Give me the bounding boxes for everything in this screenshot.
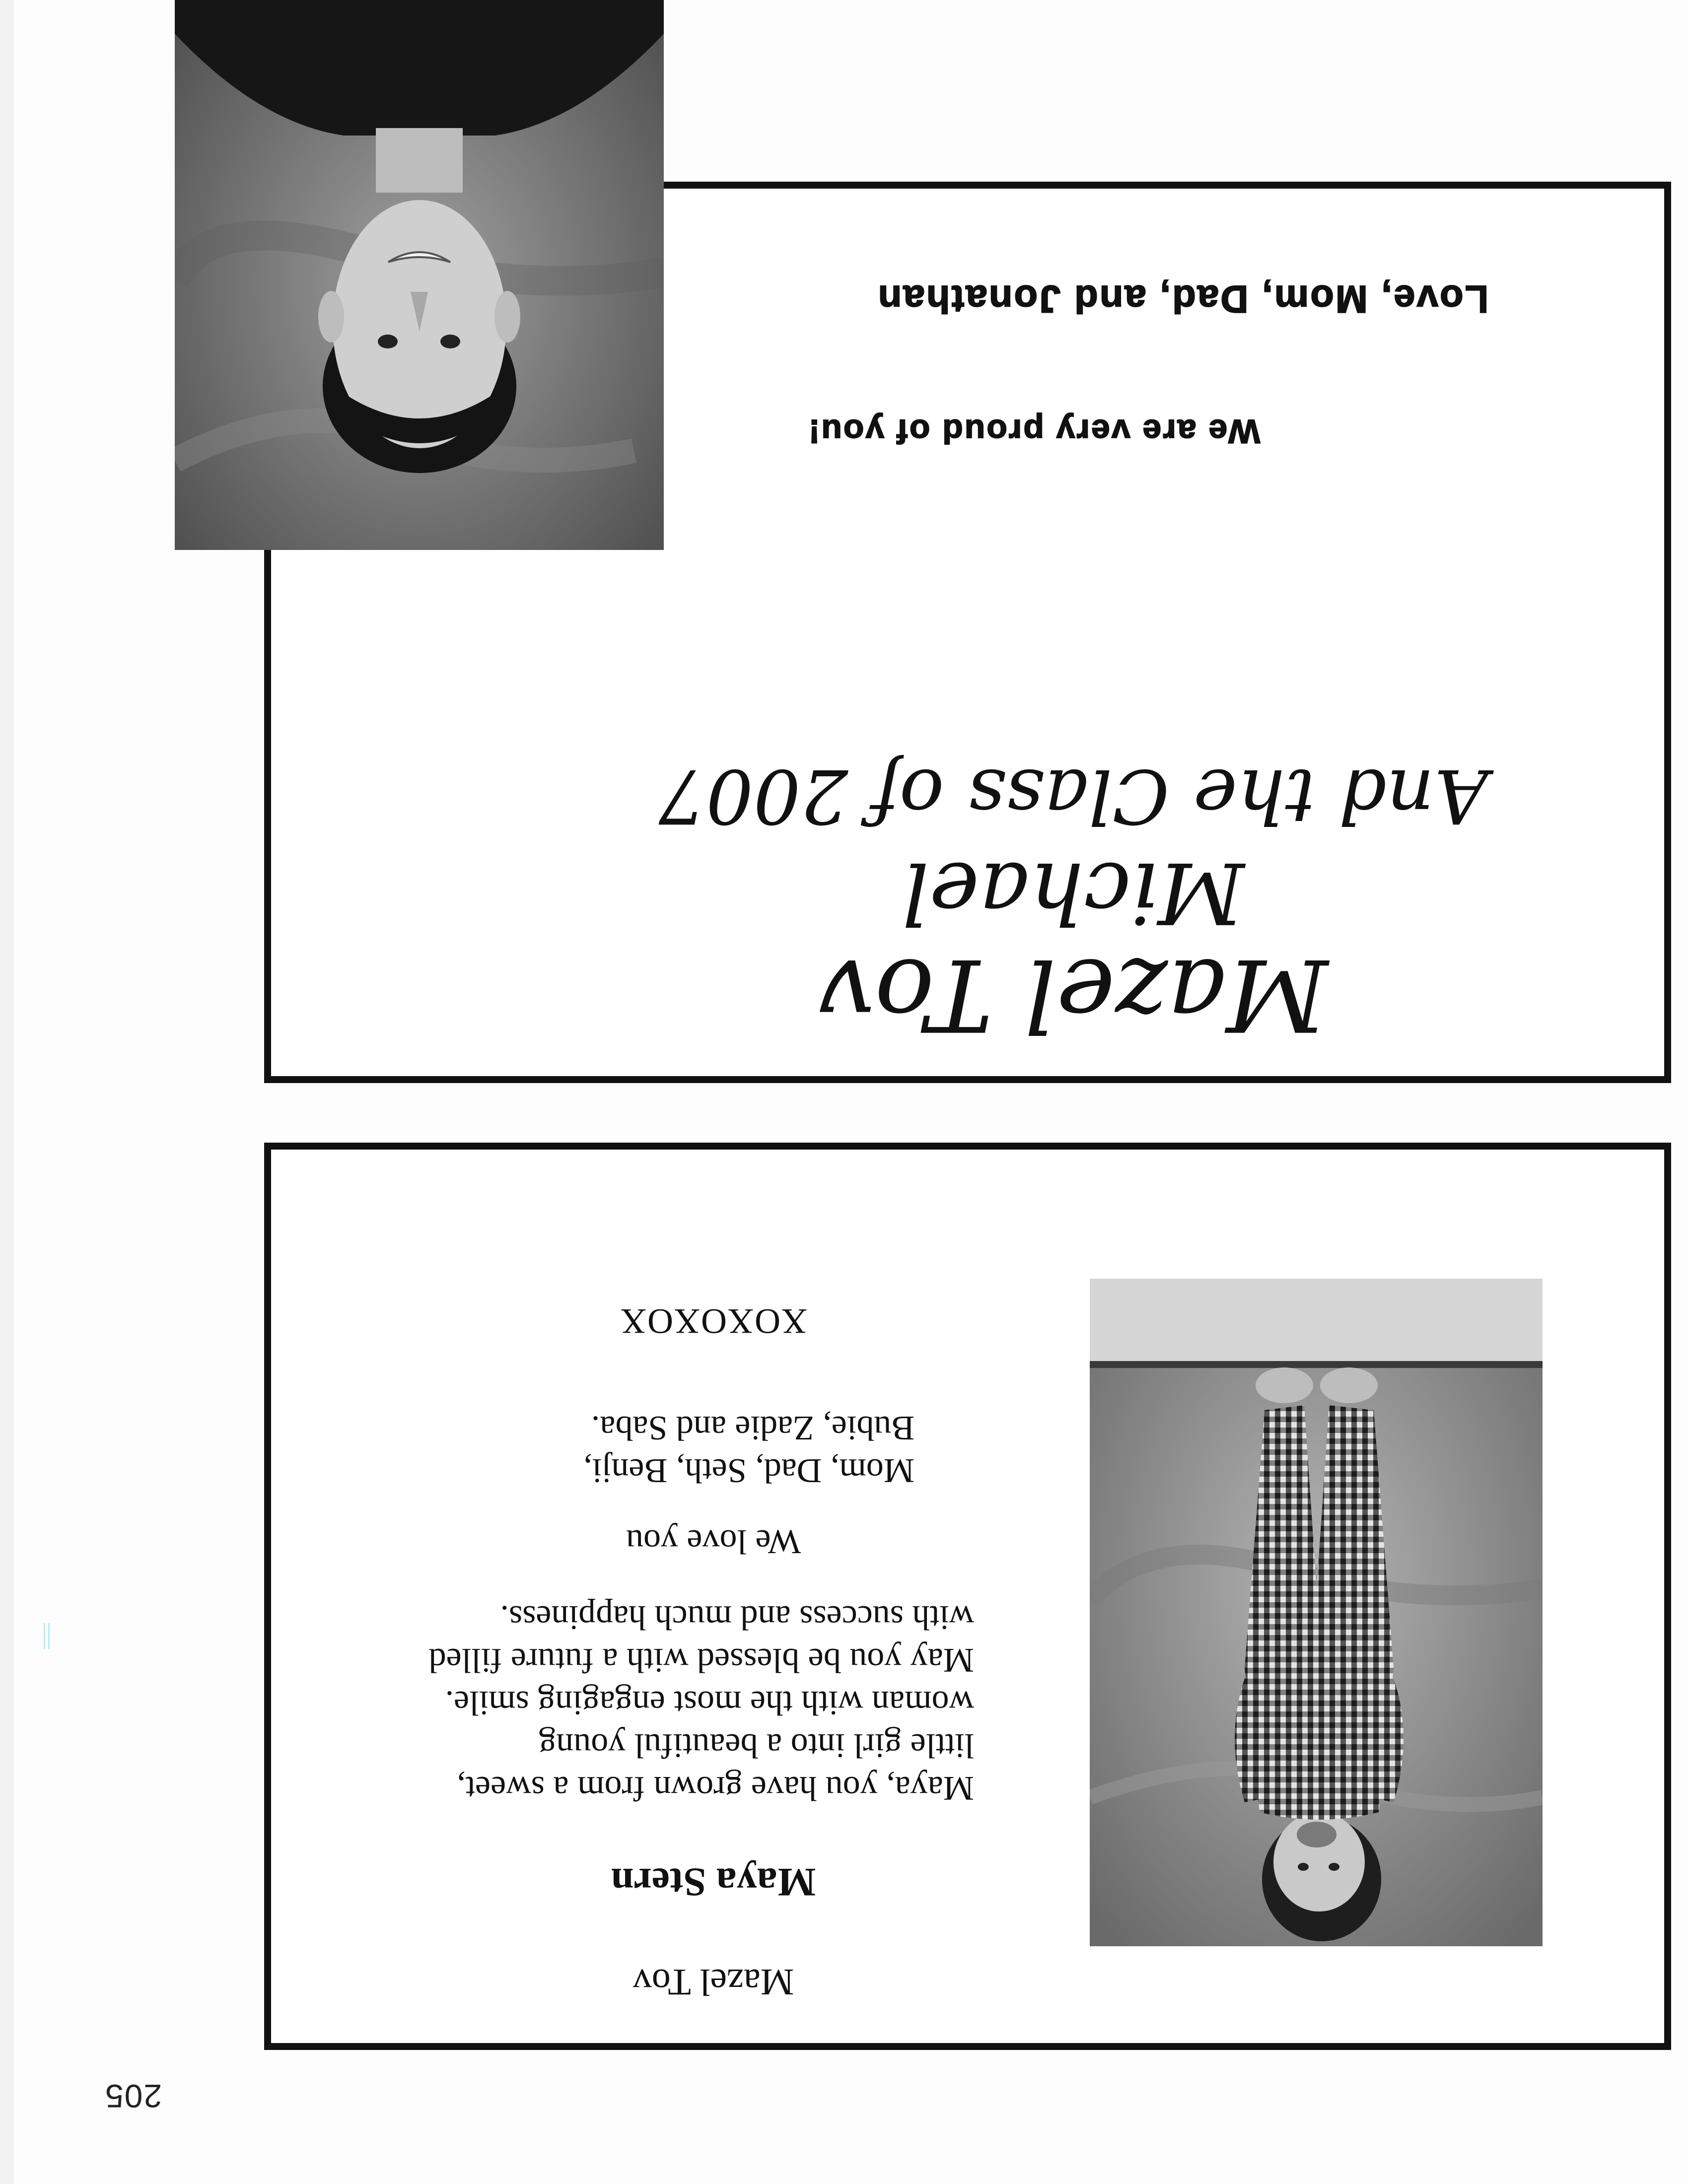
maya-photo bbox=[1090, 1279, 1543, 1946]
maya-family-line: Mom, Dad, Seth, Benji, bbox=[583, 1451, 914, 1490]
michael-photo-image bbox=[175, 0, 664, 550]
maya-stern-ad bbox=[264, 1143, 1671, 2050]
maya-message-line: woman with the most engaging smile. bbox=[445, 1684, 974, 1722]
maya-message-line: little girl into a beautiful young bbox=[539, 1726, 974, 1765]
maya-message-line: with success and much happiness. bbox=[500, 1598, 974, 1637]
maya-ad-text bbox=[329, 1300, 974, 2003]
maya-ad-name: Maya Stern bbox=[611, 1860, 816, 1905]
page-number: 205 bbox=[104, 2078, 162, 2115]
maya-ad-message bbox=[329, 1596, 974, 1809]
michael-title-line-3: And the Class of 2007 bbox=[658, 752, 1488, 839]
maya-ad-love: We love you bbox=[626, 1522, 801, 1561]
maya-family-line: Bubie, Zadie and Saba. bbox=[591, 1409, 914, 1447]
michael-photo bbox=[175, 0, 664, 550]
maya-ad-signoff: XOXOXOX bbox=[620, 1301, 807, 1341]
maya-ad-family bbox=[329, 1406, 914, 1492]
michael-title-line-1: Mazel Tov bbox=[818, 937, 1329, 1052]
michael-ad-title bbox=[651, 749, 1495, 1052]
michael-ad-proud: We are very proud of you! bbox=[807, 412, 1261, 450]
maya-ad-heading: Mazel Tov bbox=[633, 1961, 794, 2003]
michael-title-line-2: Michael bbox=[902, 843, 1245, 942]
maya-message-line: Maya, you have grown from a sweet, bbox=[457, 1769, 974, 1807]
maya-message-line: May you be blessed with a future filled bbox=[428, 1641, 974, 1679]
michael-ad-signature: Love, Mom, Dad, and Jonathan bbox=[876, 277, 1489, 321]
maya-photo-image bbox=[1090, 1279, 1543, 1946]
michael-ad bbox=[264, 182, 1671, 1083]
